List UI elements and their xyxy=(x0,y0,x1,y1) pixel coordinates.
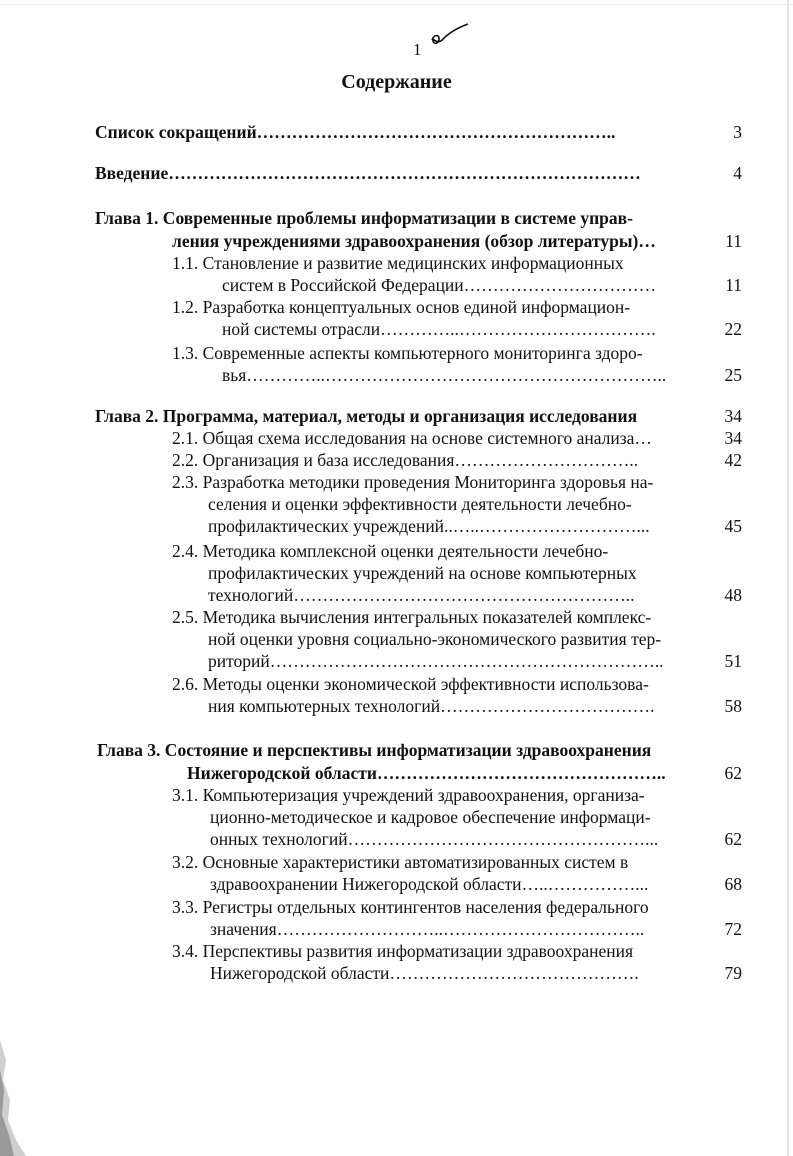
toc-section-line: вья…………..………………………………………………….. xyxy=(222,365,667,385)
toc-section-line: 2.3. Разработка методики проведения Мониторинга здоровья на- xyxy=(172,472,654,492)
toc-section-line: ной системы отрасли…………..……………………………. xyxy=(222,319,656,339)
toc-section-line: ционно-методическое и кадровое обеспечение информаци- xyxy=(210,807,651,827)
toc-page-number: 34 xyxy=(724,406,742,426)
toc-section-line: 3.3. Регистры отдельных контингентов населения федерального xyxy=(172,897,649,917)
page-number: 1 xyxy=(413,40,422,59)
toc-section-line: 3.2. Основные характеристики автоматизированных систем в xyxy=(172,852,629,872)
toc-section-line: систем в Российской Федерации…………………………… xyxy=(222,275,657,295)
toc-page-number: 48 xyxy=(724,585,742,605)
toc-section-line: технологий………………………………………………….. xyxy=(208,585,635,605)
toc-chapter-1-line1: Глава 1. Современные проблемы информатизации в системе управ- xyxy=(95,208,633,228)
toc-section-line: онных технологий……………………………………………... xyxy=(210,829,659,849)
toc-page-number: 62 xyxy=(724,829,742,849)
toc-section-line: ния компьютерных технологий………………………………. xyxy=(208,696,655,716)
toc-section-line: 1.3. Современные аспекты компьютерного мониторинга здоро- xyxy=(172,343,643,363)
toc-section-line: 2.1. Общая схема исследования на основе системного анализа… xyxy=(172,428,652,448)
toc-section-line: 2.2. Организация и база исследования………………………….. xyxy=(172,450,639,470)
toc-section-line: селения и оценки эффективности деятельности лечебно- xyxy=(208,494,632,514)
toc-section-line: профилактических учреждений..…..………………………... xyxy=(208,516,650,536)
toc-page-number: 25 xyxy=(724,365,742,385)
toc-page-number: 34 xyxy=(724,428,742,448)
toc-section-line: 1.1. Становление и развитие медицинских информационных xyxy=(172,253,624,273)
toc-chapter-3-line2: Нижегородской области………………………………………….. xyxy=(187,763,666,783)
toc-chapter-1-line2: ления учреждениями здравоохранения (обзор литературы)… xyxy=(172,231,656,251)
toc-section-line: 2.6. Методы оценки экономической эффективности использова- xyxy=(172,674,649,694)
toc-page-number: 11 xyxy=(725,275,742,295)
toc-chapter-3-line1: Глава 3. Состояние и перспективы информатизации здравоохранения xyxy=(97,740,652,760)
toc-section-line: 2.4. Методика комплексной оценки деятельности лечебно- xyxy=(172,541,609,561)
toc-page-number: 51 xyxy=(724,651,742,671)
toc-entry-abbreviations: Список сокращений…………………………………………………….. xyxy=(95,122,616,142)
toc-section-line: риторий………………………………………………………….. xyxy=(208,651,664,671)
toc-page-number: 72 xyxy=(724,919,742,939)
toc-page-number: 4 xyxy=(733,163,742,183)
toc-section-line: 3.4. Перспективы развития информатизации здравоохранения xyxy=(172,941,633,961)
toc-page-number: 11 xyxy=(725,231,742,251)
toc-page-number: 3 xyxy=(733,122,742,142)
toc-section-line: Нижегородской области……………………………………. xyxy=(210,963,639,983)
toc-section-line: здравоохранении Нижегородской области…..……………... xyxy=(210,874,649,894)
toc-section-line: ной оценки уровня социально-экономического развития тер- xyxy=(208,629,662,649)
toc-chapter-2-line1: Глава 2. Программа, материал, методы и организация исследования xyxy=(95,406,638,426)
toc-page-number: 62 xyxy=(724,763,742,783)
toc-section-line: 2.5. Методика вычисления интегральных показателей комплекс- xyxy=(172,607,652,627)
toc-page-number: 42 xyxy=(724,450,742,470)
scan-edge-left xyxy=(0,1040,26,1156)
toc-page-number: 22 xyxy=(724,319,742,339)
toc-page-number: 68 xyxy=(724,874,742,894)
toc-entry-introduction: Введение……………………………………………………………………… xyxy=(95,163,641,183)
toc-section-line: 3.1. Компьютеризация учреждений здравоохранения, организа- xyxy=(172,785,645,805)
toc-page-number: 45 xyxy=(724,516,742,536)
toc-section-line: 1.2. Разработка концептуальных основ единой информацион- xyxy=(172,297,631,317)
toc-page-number: 79 xyxy=(724,963,742,983)
toc-page-number: 58 xyxy=(724,696,742,716)
page-title: Содержание xyxy=(341,71,452,93)
toc-section-line: значения………………………..…………………………….. xyxy=(210,919,645,939)
toc-section-line: профилактических учреждений на основе компьютерных xyxy=(208,563,637,583)
